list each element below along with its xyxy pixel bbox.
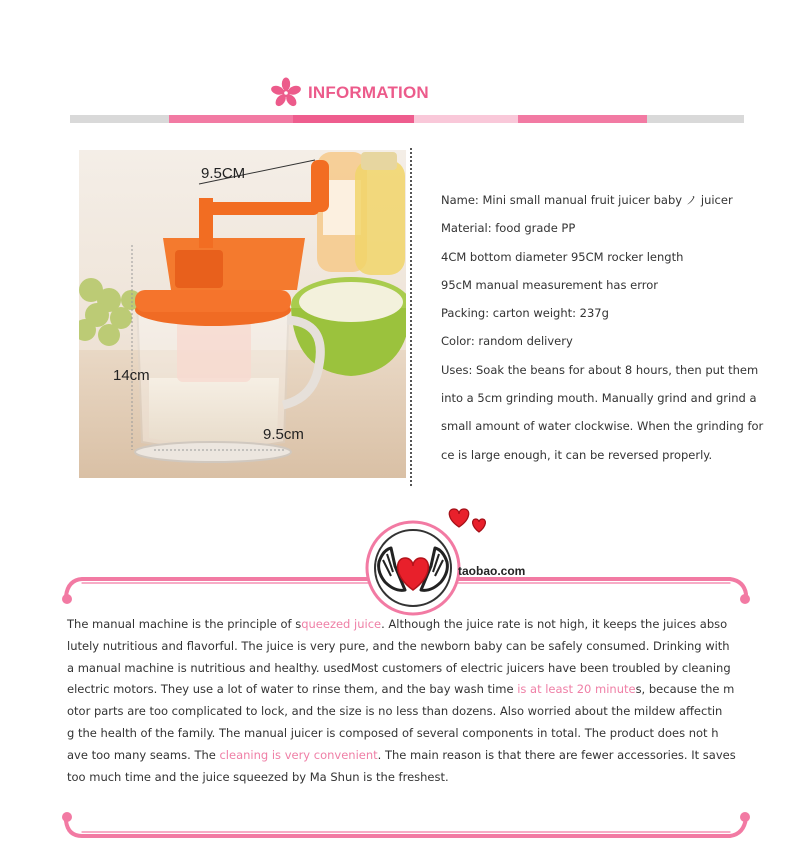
spec-line: Packing: carton weight: 237g bbox=[441, 306, 609, 321]
dimension-label-side: 14cm bbox=[113, 367, 150, 384]
hearts-icon bbox=[445, 505, 491, 535]
description-line: lutely nutritious and flavorful. The juice is very pure, and the newborn baby can be safely consumed. Drinking with bbox=[67, 638, 730, 653]
section-title: INFORMATION bbox=[308, 83, 429, 102]
spec-line: 4CM bottom diameter 95CM rocker length bbox=[441, 249, 684, 264]
description-line: otor parts are too complicated to lock, and the size is no less than dozens. Also worried about the mildew affectin bbox=[67, 704, 723, 719]
description-line: a manual machine is nutritious and healthy. usedMost customers of electric juicers have been troubled by cleaning bbox=[67, 660, 731, 675]
dimension-label-top: 9.5CM bbox=[201, 165, 246, 182]
spec-line: Uses: Soak the beans for about 8 hours, then put them bbox=[441, 362, 759, 377]
description bbox=[67, 614, 749, 788]
description-line: ave too many seams. The cleaning is very convenient. The main reason is that there are fewer accessories. It saves bbox=[67, 747, 736, 762]
spec-line: into a 5cm grinding mouth. Manually grind and grind a bbox=[441, 391, 757, 406]
description-line: electric motors. They use a lot of water to rinse them, and the bay wash time is at least 20 minutes, because the m bbox=[67, 682, 735, 697]
description-line: The manual machine is the principle of squeezed juice. Although the juice rate is not high, it keeps the juices abso bbox=[67, 617, 728, 631]
description-line: g the health of the family. The manual juicer is composed of several components in total. The product does not h bbox=[67, 725, 719, 740]
spec-line: Color: random delivery bbox=[441, 334, 573, 349]
spec-line: ce is large enough, it can be reversed properly. bbox=[441, 447, 713, 462]
dimension-label-bottom: 9.5cm bbox=[263, 426, 304, 443]
spec-line: small amount of water clockwise. When the grinding for bbox=[441, 419, 764, 434]
spec-line: 95cM manual measurement has error bbox=[441, 277, 658, 292]
brand-name: taobao.com bbox=[458, 564, 526, 578]
description-line: too much time and the juice squeezed by Ma Shun is the freshest. bbox=[67, 769, 449, 784]
spec-line: Name: Mini small manual fruit juicer baby ノ juicer bbox=[441, 193, 733, 207]
spec-line: Material: food grade PP bbox=[441, 221, 576, 236]
